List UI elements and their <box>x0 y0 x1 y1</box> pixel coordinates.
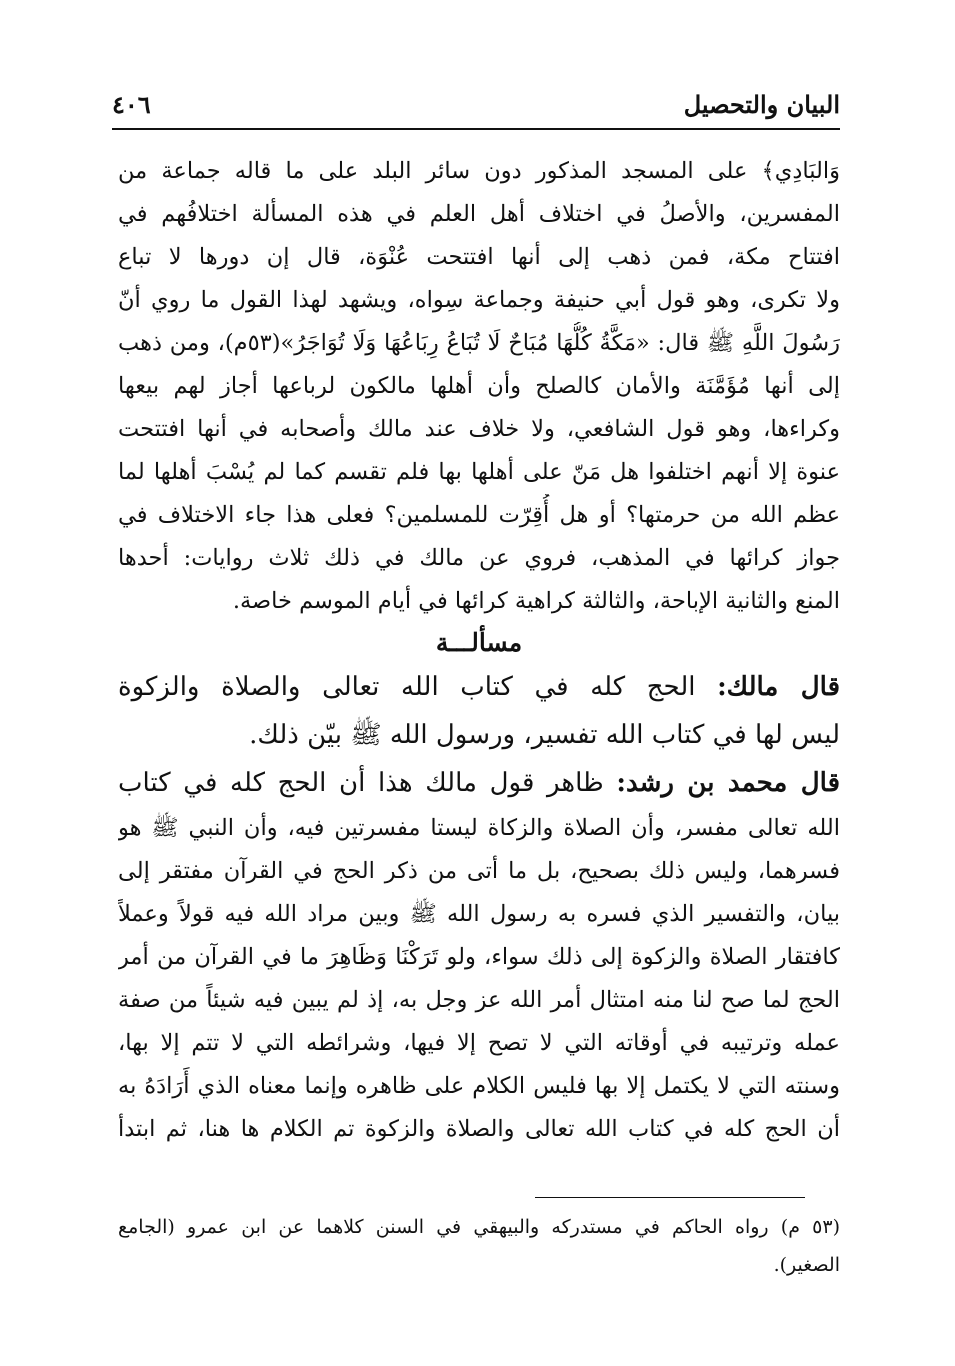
page-header <box>112 88 840 124</box>
text-line-1: وَالبَادِي﴾ على المسجد المذكور دون سائر البلد على ما قاله جماعة من <box>118 158 840 184</box>
commentary-line-7: وسنته التي لا يكتمل إلا بها فليس الكلام على ظاهره وإنما معناه الذي أَرَادَهُ به <box>118 1073 840 1099</box>
commentary-line-1: الله تعالى مفسر، وأن الصلاة والزكاة ليستا مفسرتين فيه، وأن النبي ﷺ هو <box>118 815 840 841</box>
header-divider <box>112 128 840 130</box>
ibn-rushd-lead: قال محمد بن رشد: <box>616 768 840 798</box>
commentary-line-6: عمله وترتيبه في أوقاته التي لا تصح إلا فيها، وشرائطه التي لا تتم إلا بها، <box>118 1030 840 1056</box>
ibn-rushd-line-1 <box>118 759 840 807</box>
commentary-line-5: الحج لما صح لنا منه امتثال أمر الله عز وجل به، إذ لم يبين فيه شيئاً من صفة <box>118 987 840 1013</box>
text-line-9: عظم الله من حرمتها؟ أو هل أُقِرّت للمسلمين؟ فعلى هذا جاء الاختلاف في <box>118 502 840 528</box>
malik-statement-line-2: ليس لها في كتاب الله تفسير، ورسول الله ﷺ بيّن ذلك. <box>249 720 840 750</box>
text-line-11: المنع والثانية الإباحة، والثالثة كراهية كرائها في أيام الموسم خاصة. <box>232 588 840 614</box>
ibn-rushd-text-1: ظاهر قول مالك هذا أن الحج كله في كتاب <box>118 768 604 798</box>
footnote-line-2: الصغير). <box>773 1254 840 1276</box>
text-line-8: عنوة إلا أنهم اختلفوا هل مَنّ على أهلها بها فلم تقسم كما لم يُسْبَ أهلها لما <box>118 459 840 485</box>
text-line-5: رَسُولَ اللَّهِ ﷺ قال: «مَكَّةُ كُلُّهَا مُبَاحٌ لَا تُبَاعُ رِبَاعُهَا وَلَا تُوَاجَرُ»(٥٣م)، ومن ذهب <box>118 330 840 356</box>
text-line-6: إلى أنها مُؤَمَّنَة والأمان كالصلح وأن أهلها مالكون لرباعها أجاز لهم بيعها <box>118 373 840 399</box>
text-line-2: المفسرين، والأصلُ في اختلاف أهل العلم في هذه المسألة اختلافُهم في <box>118 201 840 227</box>
commentary-line-4: كافتقار الصلاة والزكوة إلى ذلك سواء، ولو تَرَكْنَا وَظَاهِرَ ما في القرآن من أمر <box>118 944 840 970</box>
footnotes <box>118 1208 840 1284</box>
main-text <box>118 150 840 1151</box>
running-title: البيان والتحصيل <box>683 90 840 119</box>
footnote-divider <box>535 1197 805 1198</box>
malik-statement-line-1 <box>118 663 840 711</box>
page-number: ٤٠٦ <box>112 90 151 119</box>
text-line-10: جواز كرائها في المذهب، فروي عن مالك في ذلك ثلاث روايات: أحدها <box>118 545 840 571</box>
commentary-line-2: فسرهما، وليس ذلك بصحيح، بل ما أتى من ذكر الحج في القرآن مفتقر إلى <box>118 858 840 884</box>
commentary-line-3: بيان، والتفسير الذي فسره به رسول الله ﷺ وبين مراد الله فيه قولاً وعملاً <box>118 901 840 927</box>
text-line-3: افتتاح مكة، فمن ذهب إلى أنها افتتحت عُنْوَة، قال إن دورها لا تباع <box>118 244 840 270</box>
text-line-4: ولا تكرى، وهو قول أبي حنيفة وجماعة سِواه، ويشهد لهذا القول ما روي أنّ <box>118 287 840 313</box>
footnote-line-1: (٥٣ م) رواه الحاكم في مستدركه والبيهقي في السنن كلاهما عن ابن عمرو (الجامع <box>118 1216 840 1238</box>
section-heading: مسألـــة <box>435 628 523 657</box>
malik-text-1: الحج كله في كتاب الله تعالى والصلاة والزكوة <box>118 672 696 702</box>
text-line-7: وكراءها، وهو قول الشافعي، ولا خلاف عند مالك وأصحابه في أنها افتتحت <box>118 416 840 442</box>
malik-lead: قال مالك: <box>717 672 840 702</box>
commentary-line-8: أن الحج كله في كتاب الله تعالى والصلاة والزكوة تم الكلام ها هنا، ثم ابتدأ <box>118 1116 840 1142</box>
